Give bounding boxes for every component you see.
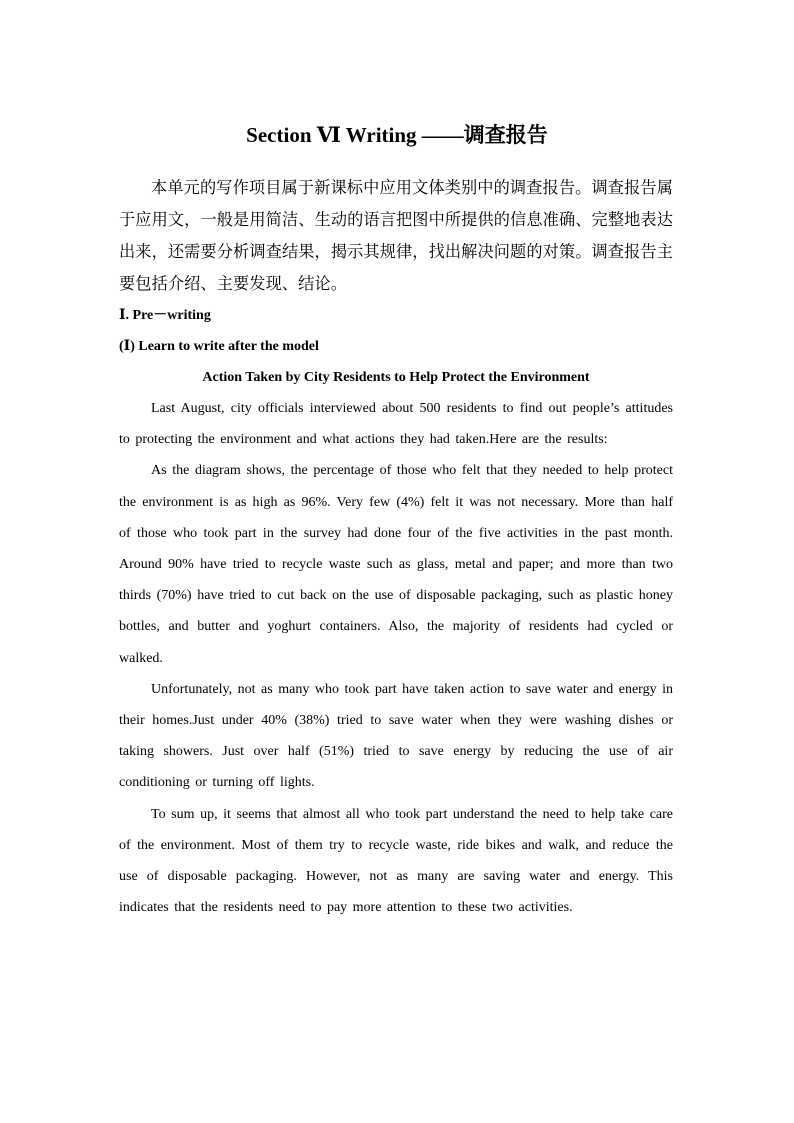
- essay-title: Action Taken by City Residents to Help Protect the Environment: [202, 370, 590, 385]
- page-title: Section Ⅵ Writing ——调查报告: [246, 123, 548, 147]
- essay-paragraph-3: Unfortunately, not as many who took part have taken action to save water and energy in their homes.Just under 40% (38%) tried to save water when they were washing dishes or taking showers. Just over half (51%) tried to save energy by reducing the use of air conditioning or turning off lights.: [119, 681, 673, 791]
- intro-paragraph: 本单元的写作项目属于新课标中应用文体类别中的调查报告。调查报告属于应用文，一般是用简洁、生动的语言把图中所提供的信息准确、完整地表达出来，还需要分析调查结果，揭示其规律，找出解决问题的对策。调查报告主要包括介绍、主要发现、结论。: [119, 178, 673, 293]
- document-body: [119, 172, 673, 923]
- subsection-label: (Ⅰ) Learn to write after the model: [119, 339, 319, 354]
- essay-paragraph-4: To sum up, it seems that almost all who took part understand the need to help take care of the environment. Most of them try to recycle waste, ride bikes and walk, and reduce the use of disposable packaging. However, not as many are saving water and energy. This indicates that the residents need to pay more attention to these two activities.: [119, 806, 673, 916]
- essay-paragraph-2: As the diagram shows, the percentage of those who felt that they needed to help protect the environment is as high as 96%. Very few (4%) felt it was not necessary. More than half of those who took part in the survey had done four of the five activities in the past month. Around 90% have tried to recycle waste such as glass, metal and paper; and more than two thirds (70%) have tried to cut back on the use of disposable packaging, such as plastic honey bottles, and butter and yoghurt containers. Also, the majority of residents had cycled or walked.: [119, 463, 673, 666]
- section-label: Ⅰ. Pre－writing: [119, 308, 211, 323]
- essay-paragraph-1: Last August, city officials interviewed about 500 residents to find out people’s attitudes to protecting the environment and what actions they had taken.Here are the results:: [119, 401, 673, 448]
